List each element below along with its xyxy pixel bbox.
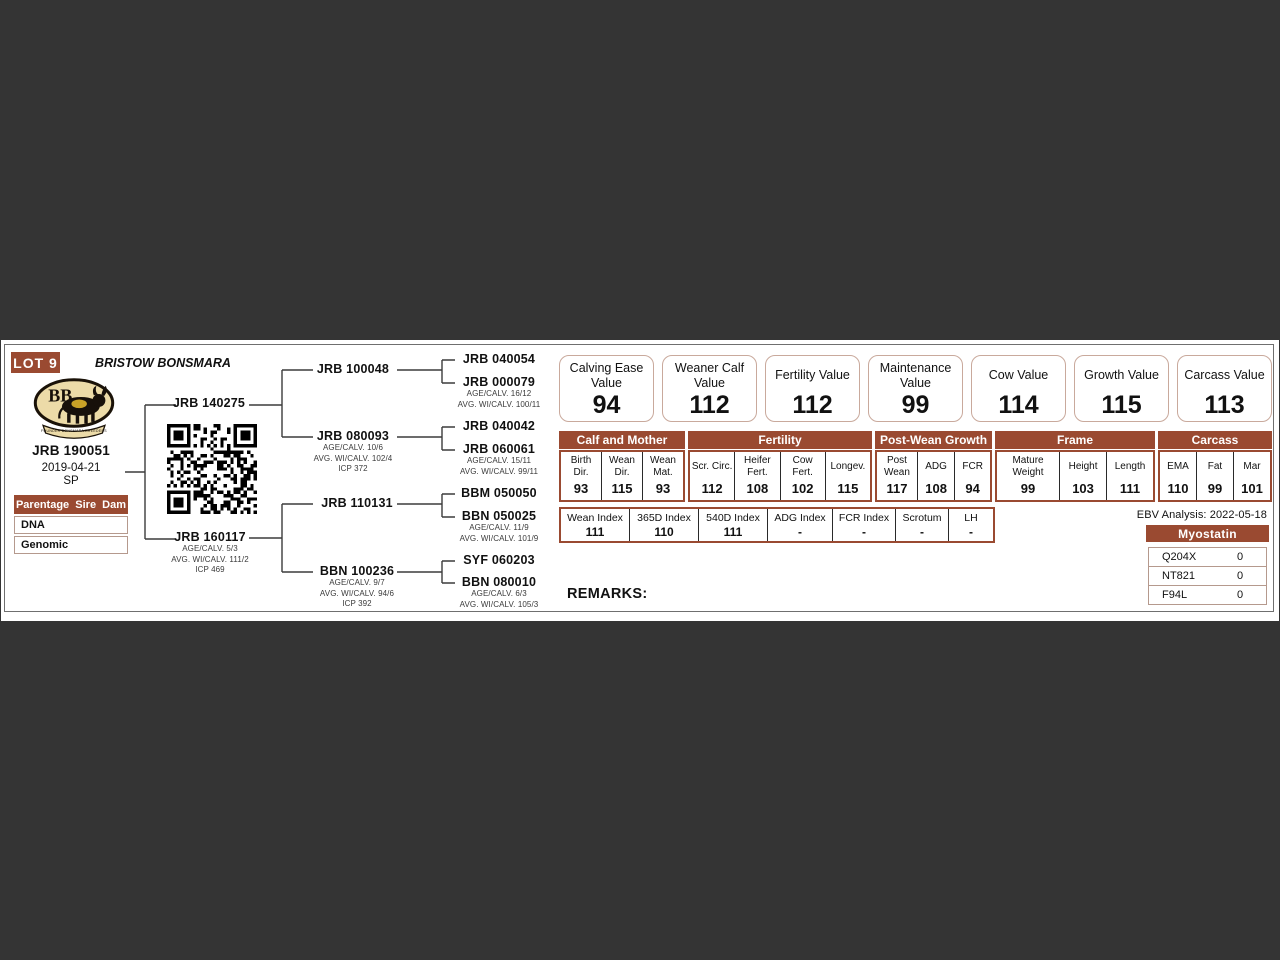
- status-code: SP: [63, 475, 79, 487]
- pedigree-animal-id: SYF 060203: [463, 553, 535, 567]
- ebv-cell-value: 93: [655, 481, 671, 496]
- ebv-cell-value: 102: [791, 481, 814, 496]
- index-cell-label: 540D Index: [706, 512, 760, 524]
- ebv-cell-label: Height: [1068, 460, 1098, 472]
- value-box-number: 112: [689, 391, 730, 419]
- index-cell-label: FCR Index: [838, 512, 890, 524]
- ebv-cell-label: Wean Dir.: [609, 455, 635, 478]
- ebv-cell-label: FCR: [962, 460, 983, 472]
- ebv-cell: [955, 452, 990, 500]
- pedigree-animal-id: BBN 080010: [461, 575, 537, 589]
- value-box: [868, 355, 963, 422]
- pedigree-animal-id: BBM 050050: [461, 486, 537, 500]
- pedigree-animal-stat: AGE/CALV. 6/3: [471, 589, 527, 598]
- pedigree-animal-stat: AGE/CALV. 11/9: [469, 523, 529, 532]
- value-box-number: 99: [901, 391, 930, 419]
- value-box-number: 115: [1101, 391, 1142, 419]
- ebv-cell-label: Fat: [1207, 460, 1223, 472]
- index-cell: [699, 509, 768, 541]
- index-cell: [949, 509, 993, 541]
- index-cell-value: -: [969, 525, 973, 539]
- pedigree-animal: [461, 487, 537, 500]
- qr-code: [167, 424, 257, 514]
- pedigree-animal: [463, 554, 535, 567]
- ebv-cell: [602, 452, 643, 500]
- value-box: [559, 355, 654, 422]
- index-cell-value: -: [920, 525, 924, 539]
- pedigree-animal: [460, 510, 539, 544]
- ebv-cell-value: 111: [1119, 481, 1141, 496]
- pedigree-animal-id: JRB 110131: [321, 496, 393, 510]
- myostatin-value: 0: [1236, 551, 1244, 563]
- pedigree-animal: [463, 353, 535, 366]
- pedigree-animal-stat: AVG. WI/CALV. 102/4: [313, 453, 393, 463]
- index-cell-value: 110: [654, 525, 674, 539]
- pedigree-animal: [317, 363, 389, 376]
- ebv-cell: [1107, 452, 1153, 500]
- ebv-cell-label: Scr. Circ.: [691, 460, 733, 472]
- myostatin-table: [1148, 547, 1267, 605]
- index-cell: [561, 509, 630, 541]
- index-cell-value: -: [798, 525, 802, 539]
- ebv-cell-label: ADG: [925, 460, 947, 472]
- myostatin-row: [1149, 548, 1266, 567]
- index-cell-value: -: [862, 525, 866, 539]
- ebv-group-header: Calf and Mother: [559, 431, 685, 449]
- logo-ribbon-text: FOUNDER BONSMARA BREEDERS: [41, 429, 107, 434]
- value-box-label: Growth Value: [1084, 368, 1159, 382]
- ebv-cell-value: 93: [573, 481, 589, 496]
- index-cell: [896, 509, 949, 541]
- pedigree-animal: [463, 420, 535, 433]
- value-box-number: 114: [998, 391, 1039, 419]
- qr-code-image: [167, 424, 257, 514]
- pedigree-animal-stat: AGE/CALV. 10/6: [322, 443, 384, 452]
- index-cell: [833, 509, 896, 541]
- ebv-cell-label: Longev.: [830, 460, 866, 472]
- value-box-label: Cow Value: [988, 368, 1049, 382]
- ebv-cell-label: Mature Weight: [1012, 455, 1044, 478]
- parentage-header: Parentage Sire Dam: [14, 495, 128, 514]
- value-box-label: Weaner Calf Value: [674, 360, 745, 390]
- ebv-cell-label: Wean Mat.: [650, 455, 676, 478]
- ebv-cell-value: 110: [1167, 481, 1189, 496]
- ebv-cell: [1197, 452, 1234, 500]
- ebv-analysis-date: EBV Analysis: 2022-05-18: [1136, 509, 1267, 521]
- pedigree-animal-id: JRB 100048: [316, 362, 390, 376]
- pedigree-animal-id: JRB 060061: [462, 442, 536, 456]
- breeder-logo: [31, 377, 117, 441]
- ebv-cell-value: 94: [965, 481, 980, 496]
- ebv-cell: [1234, 452, 1270, 500]
- pedigree-animal-id: JRB 080093: [316, 429, 390, 443]
- pedigree-animal: [314, 430, 393, 475]
- pedigree-animal-stat: AVG. WI/CALV. 100/11: [457, 399, 541, 409]
- ebv-cell: [826, 452, 870, 500]
- myostatin-value: 0: [1236, 589, 1244, 601]
- ebv-cell: [918, 452, 955, 500]
- ebv-cell-label: Post Wean: [883, 455, 910, 478]
- ebv-cell-value: 99: [1207, 481, 1223, 496]
- index-cell-value: 111: [585, 525, 605, 539]
- ebv-group-header: Frame: [995, 431, 1155, 449]
- pedigree-animal-stat: AVG. WI/CALV. 99/11: [459, 466, 539, 476]
- pedigree-animal: [458, 376, 541, 410]
- index-cell: [630, 509, 699, 541]
- ebv-cell: [781, 452, 826, 500]
- index-cell-label: ADG Index: [774, 512, 826, 524]
- ebv-group-header: Carcass: [1158, 431, 1272, 449]
- ebv-cell: [1160, 452, 1197, 500]
- ebv-group-body: [995, 450, 1155, 502]
- ebv-cell-label: Length: [1114, 460, 1146, 472]
- myostatin-row: [1149, 567, 1266, 586]
- ebv-cell-value: 103: [1072, 481, 1094, 496]
- index-cell-value: 111: [723, 525, 743, 539]
- ebv-cell: [690, 452, 735, 500]
- ebv-cell-label: Cow Fert.: [792, 455, 813, 478]
- pedigree-animal-stat: AGE/CALV. 5/3: [182, 544, 238, 553]
- pedigree-animal-id: JRB 040054: [462, 352, 536, 366]
- value-box-label: Carcass Value: [1184, 368, 1265, 382]
- parentage-row-genomic: Genomic: [14, 536, 128, 554]
- pedigree-animal-stat: ICP 372: [338, 464, 368, 473]
- logo-monogram: BB: [48, 385, 73, 406]
- ebv-cell: [1060, 452, 1107, 500]
- pedigree-animal-stat: AGE/CALV. 15/11: [466, 456, 532, 465]
- ebv-group-body: [1158, 450, 1272, 502]
- ebv-group-body: [688, 450, 872, 502]
- myostatin-gene: NT821: [1162, 570, 1196, 582]
- myostatin-header: Myostatin: [1146, 525, 1269, 542]
- ebv-cell-value: 115: [611, 481, 633, 496]
- pedigree-animal-id: JRB 160117: [174, 530, 246, 544]
- pedigree-animal: [460, 443, 538, 477]
- myostatin-value: 0: [1236, 570, 1244, 582]
- index-cell-label: Scrotum: [902, 512, 942, 524]
- index-table: [559, 507, 995, 543]
- index-cell-label: Wean Index: [567, 512, 623, 524]
- pedigree-animal-stat: AVG. WI/CALV. 101/9: [459, 533, 539, 543]
- animal-id: JRB 190051: [32, 443, 110, 458]
- ebv-cell-value: 115: [837, 481, 859, 496]
- pedigree-animal-id: BBN 100236: [319, 564, 395, 578]
- pedigree-animal: [173, 397, 245, 410]
- value-box-number: 112: [792, 391, 833, 419]
- pedigree-animal-stat: AGE/CALV. 16/12: [466, 389, 532, 398]
- ebv-cell: [643, 452, 683, 500]
- ebv-cell-value: 117: [886, 481, 908, 496]
- ebv-group-header: Fertility: [688, 431, 872, 449]
- value-box-number: 113: [1204, 391, 1245, 419]
- pedigree-animal-stat: AVG. WI/CALV. 111/2: [171, 554, 249, 564]
- pedigree-animal: [320, 565, 394, 610]
- pedigree-animal-id: JRB 000079: [462, 375, 536, 389]
- ebv-cell-value: 108: [925, 481, 947, 496]
- value-box-number: 94: [592, 391, 621, 419]
- ebv-cell: [561, 452, 602, 500]
- ebv-group-body: [559, 450, 685, 502]
- ebv-cell: [997, 452, 1060, 500]
- pedigree-animal-stat: AVG. WI/CALV. 105/3: [459, 599, 539, 609]
- myostatin-gene: F94L: [1162, 589, 1188, 601]
- ebv-cell-label: EMA: [1167, 460, 1189, 472]
- value-box: [662, 355, 757, 422]
- ebv-cell: [877, 452, 918, 500]
- ebv-cell-value: 101: [1241, 481, 1263, 496]
- pedigree-animal-id: JRB 040042: [462, 419, 536, 433]
- value-box-label: Maintenance Value: [879, 360, 952, 390]
- parentage-row-dna: DNA: [14, 516, 128, 534]
- lot-number-badge: LOT 9: [11, 352, 60, 373]
- ebv-cell-value: 99: [1020, 481, 1036, 496]
- pedigree-animal-stat: AVG. WI/CALV. 94/6: [319, 588, 395, 598]
- value-box: [765, 355, 860, 422]
- ebv-cell: [735, 452, 780, 500]
- pedigree-animal-stat: ICP 392: [342, 599, 372, 608]
- index-cell-label: 365D Index: [637, 512, 691, 524]
- ebv-cell-value: 112: [701, 481, 723, 496]
- ebv-group-header: Post-Wean Growth: [875, 431, 992, 449]
- ebv-cell-value: 108: [746, 481, 769, 496]
- value-box: [971, 355, 1066, 422]
- value-box-label: Fertility Value: [775, 368, 850, 382]
- pedigree-animal-stat: ICP 469: [195, 565, 225, 574]
- myostatin-row: [1149, 586, 1266, 604]
- lot-card: [4, 344, 1274, 612]
- pedigree-animal: [460, 576, 539, 610]
- ebv-cell-label: Birth Dir.: [570, 455, 592, 478]
- ebv-cell-label: Heifer Fert.: [744, 455, 771, 478]
- value-box: [1177, 355, 1272, 422]
- value-box-label: Calving Ease Value: [569, 360, 644, 390]
- pedigree-animal-id: JRB 140275: [172, 396, 246, 410]
- index-cell-label: LH: [964, 512, 978, 524]
- remarks-label: REMARKS:: [567, 586, 648, 602]
- pedigree-animal-id: BBN 050025: [461, 509, 537, 523]
- pedigree-animal-stat: AGE/CALV. 9/7: [329, 578, 385, 587]
- pedigree-animal: [171, 531, 249, 576]
- herd-title: BRISTOW BONSMARA: [95, 356, 231, 370]
- value-box: [1074, 355, 1169, 422]
- ebv-group-body: [875, 450, 992, 502]
- myostatin-gene: Q204X: [1162, 551, 1197, 563]
- birth-date: 2019-04-21: [41, 462, 101, 474]
- pedigree-animal: [321, 497, 393, 510]
- index-cell: [768, 509, 833, 541]
- ebv-cell-label: Mar: [1243, 460, 1261, 472]
